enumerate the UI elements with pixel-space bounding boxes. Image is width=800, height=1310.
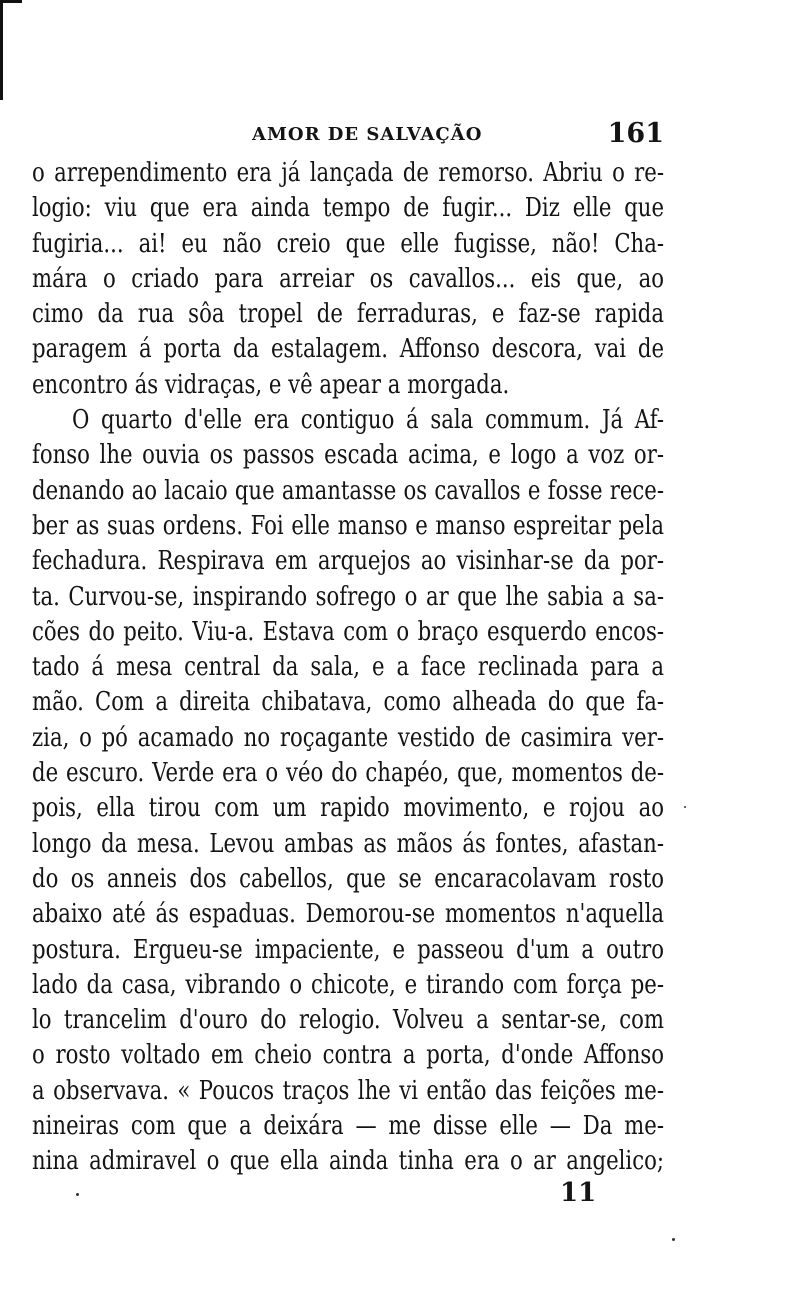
text-line: nina admiravel o que ella ainda tinha era o ar angelico;: [32, 1145, 664, 1177]
text-line: tado á mesa central da sala, e a face reclinada para a: [32, 651, 664, 683]
text-line: encontro ás vidraças, e vê apear a morgada.: [32, 368, 510, 400]
text-line: lado da casa, vibrando o chicote, e tirando com força pe-: [32, 968, 664, 1000]
text-line: mão. Com a direita chibatava, como alheada do que fa-: [32, 686, 664, 718]
text-line: ber as suas ordens. Foi elle manso e manso espreitar pela: [32, 509, 664, 541]
text-line: mára o criado para arreiar os cavallos... eis que, ao: [32, 262, 664, 294]
text-line: longo da mesa. Levou ambas as mãos ás fontes, afastan-: [32, 827, 664, 859]
body-text: [32, 155, 664, 1179]
text-line: cimo da rua sôa tropel de ferraduras, e faz-se rapida: [32, 298, 664, 330]
text-line: lo trancelim d'ouro do relogio. Volveu a sentar-se, com: [32, 1004, 664, 1036]
page-edge-mark: [0, 0, 3, 100]
text-line: de escuro. Verde era o véo do chapéo, que, momentos de-: [32, 757, 664, 789]
text-line: O quarto d'elle era contiguo á sala commum. Já Af-: [72, 404, 664, 436]
text-line: o rosto voltado em cheio contra a porta, d'onde Affonso: [32, 1039, 664, 1071]
print-speck: [684, 806, 686, 808]
text-line: fechadura. Respirava em arquejos ao visinhar-se da por-: [32, 545, 664, 577]
text-line: pois, ella tirou com um rapido movimento, e rojou ao: [32, 792, 664, 824]
text-line: fugiria... ai! eu não creio que elle fugisse, não! Cha-: [32, 227, 664, 259]
text-line: ta. Curvou-se, inspirando sofrego o ar que lhe sabia a sa-: [32, 580, 664, 612]
page-edge-tick: [0, 0, 22, 3]
text-line: fonso lhe ouvia os passos escada acima, e logo a voz or-: [32, 439, 664, 471]
text-line: o arrependimento era já lançada de remorso. Abriu o re-: [32, 157, 664, 188]
signature-mark: 11: [560, 1178, 597, 1208]
text-line: zia, o pó acamado no roçagante vestido de casimira ver-: [32, 721, 664, 753]
page-number: 161: [607, 118, 664, 149]
text-line: abaixo até ás espaduas. Demorou-se momentos n'aquella: [32, 898, 664, 930]
running-title: AMOR DE SALVAÇÃO: [252, 124, 483, 145]
page-header: [32, 118, 664, 152]
text-line: logio: viu que era ainda tempo de fugir... Diz elle que: [32, 192, 664, 224]
text-line: do os anneis dos cabellos, que se encaracolavam rosto: [32, 862, 664, 894]
text-line: cões do peito. Viu-a. Estava com o braço esquerdo encos-: [32, 615, 664, 647]
print-speck: [672, 1238, 675, 1241]
text-line: a observava. « Poucos traços lhe vi então das feições me-: [32, 1074, 664, 1106]
text-line: paragem á porta da estalagem. Affonso descora, vai de: [32, 333, 664, 365]
text-line: postura. Ergueu-se impaciente, e passeou d'um a outro: [32, 933, 664, 965]
text-line: denando ao lacaio que amantasse os cavallos e fosse rece-: [32, 474, 664, 506]
text-line: nineiras com que a deixára — me disse elle — Da me-: [32, 1110, 664, 1142]
print-speck: [76, 1193, 79, 1196]
